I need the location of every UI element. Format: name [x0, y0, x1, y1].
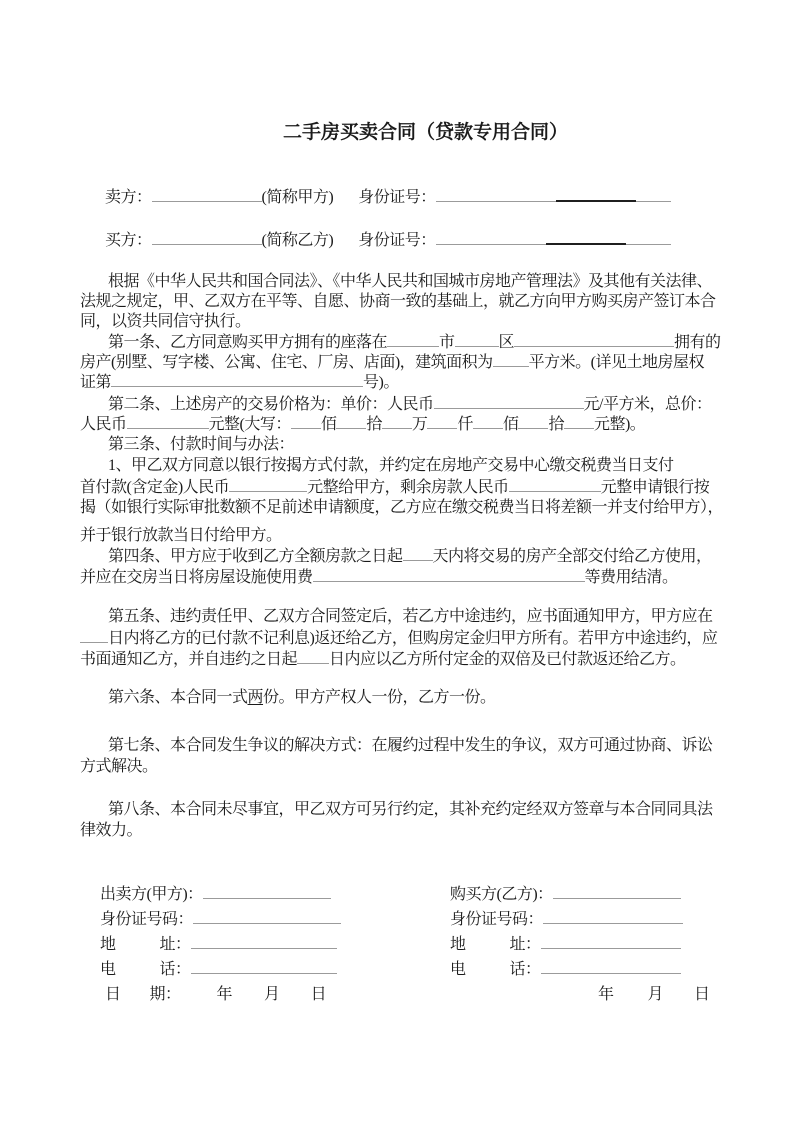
underlined-text: 两: [247, 689, 264, 706]
blank-field: [191, 959, 337, 974]
blank-field: [229, 477, 307, 492]
blank-field-filled: [546, 229, 626, 245]
preamble-line: [80, 312, 251, 332]
spacer: [232, 998, 264, 999]
clause-3-line: [80, 526, 282, 546]
date-row-left: [105, 985, 326, 1005]
blank-field: [291, 414, 321, 429]
blank-field: [514, 332, 674, 347]
text-run: 元/平方米，总价：: [583, 396, 712, 413]
text-run: 平方米。(详见土地房屋权: [528, 354, 705, 371]
text-run: 房产(别墅、写字楼、公寓、住宅、厂房、店面)，建筑面积为: [80, 354, 493, 371]
text-run: 日: [105, 986, 121, 1003]
text-run: 年: [216, 986, 233, 1003]
blank-field: [436, 230, 546, 245]
text-run: 天内将交易的房产全部交付给乙方使用，: [432, 548, 712, 565]
seller-row: [105, 186, 671, 206]
text-run: (简称乙方): [261, 232, 334, 249]
signature-seller-phone: [100, 959, 337, 979]
blank-field: [541, 959, 681, 974]
text-run: 人民币: [80, 416, 127, 433]
blank-field: [297, 649, 329, 664]
signature-seller-id: [100, 909, 341, 929]
clause-1-line: [80, 372, 399, 392]
spacer: [333, 201, 358, 202]
text-run: 身份证号：: [358, 232, 436, 249]
text-run: 等费用结清。: [584, 569, 678, 586]
text-run: 律效力。: [80, 822, 143, 839]
text-run: 1、甲乙双方同意以银行按揭方式付款，并约定在房地产交易中心缴交税费当日支付: [108, 457, 674, 474]
date-row-right: [598, 985, 710, 1005]
text-run: 佰: [502, 416, 519, 433]
text-run: 第四条、甲方应于收到乙方全额房款之日起: [108, 548, 403, 565]
blank-field: [382, 414, 412, 429]
text-run: 并于银行放款当日付给甲方。: [80, 527, 282, 544]
text-run: 第六条、本合同一式: [108, 689, 248, 706]
blank-field: [127, 414, 209, 429]
clause-5-line: [108, 607, 713, 627]
spacer: [663, 998, 694, 999]
text-run: 元整)。: [593, 416, 646, 433]
blank-field: [111, 372, 363, 387]
clause-5-line: [80, 628, 717, 648]
blank-field: [336, 414, 366, 429]
text-run: 出卖方(甲方)：: [100, 886, 203, 903]
blank-field: [403, 546, 433, 561]
text-run: 买方：: [105, 232, 152, 249]
blank-field: [203, 884, 331, 899]
signature-seller-name: [100, 884, 331, 904]
text-run: 身份证号码：: [450, 911, 544, 928]
text-run: 日: [694, 986, 710, 1003]
text-run: 地: [450, 936, 466, 953]
text-run: 份。甲方产权人一份，乙方一份。: [263, 689, 496, 706]
text-run: 拥有的: [674, 334, 721, 351]
text-run: 书面通知乙方，并自违约之日起: [80, 651, 298, 668]
blank-field: [313, 567, 585, 582]
text-run: 拾: [548, 416, 564, 433]
signature-seller-address: [100, 934, 337, 954]
text-run: (简称甲方): [261, 189, 334, 206]
blank-field: [626, 230, 671, 245]
blank-field: [564, 414, 594, 429]
blank-field: [509, 477, 601, 492]
blank-field: [436, 187, 556, 202]
text-run: 万: [411, 416, 428, 433]
text-run: 第二条、上述房产的交易价格为：单价：人民币: [108, 396, 434, 413]
text-run: 期：: [149, 986, 181, 1003]
spacer: [333, 244, 358, 245]
blank-field: [636, 187, 671, 202]
spacer: [116, 948, 160, 949]
blank-field: [387, 332, 439, 347]
text-run: 元整申请银行按: [600, 479, 710, 496]
blank-field: [541, 934, 681, 949]
blank-field: [473, 414, 503, 429]
clause-5-line: [80, 649, 686, 669]
signature-buyer-name: [450, 884, 681, 904]
signature-buyer-phone: [450, 959, 681, 979]
text-run: 元整给甲方，剩余房款人民币: [307, 479, 509, 496]
blank-field: [191, 934, 337, 949]
text-run: 号)。: [363, 374, 399, 391]
text-run: 日: [310, 986, 327, 1003]
text-run: 仟: [457, 416, 473, 433]
text-run: 月: [264, 986, 280, 1003]
text-run: 身份证号：: [358, 189, 436, 206]
spacer: [181, 998, 217, 999]
text-run: 第一条、乙方同意购买甲方拥有的座落在: [108, 334, 388, 351]
text-run: 话：: [159, 961, 191, 978]
blank-field-filled: [556, 186, 636, 202]
text-run: 日内将乙方的已付款不记利息)返还给乙方，但购房定金归甲方所有。若甲方中途违约，应: [108, 630, 718, 647]
clause-1-line: [108, 332, 721, 352]
spacer: [116, 973, 160, 974]
clause-1-line: [80, 352, 704, 372]
blank-field: [427, 414, 457, 429]
clause-2-line: [80, 414, 645, 434]
text-run: 第三条、付款时间与办法：: [108, 436, 295, 453]
spacer: [280, 998, 311, 999]
text-run: 日内应以乙方所付定金的双倍及已付款返还给乙方。: [329, 651, 686, 668]
blank-field: [193, 909, 341, 924]
text-run: 方式解决。: [80, 758, 158, 775]
page-title: 二手房买卖合同（贷款专用合同）: [283, 122, 569, 143]
clause-4-line: [80, 567, 678, 587]
text-run: 年: [598, 986, 614, 1003]
blank-field: [80, 628, 108, 643]
text-run: 并应在交房当日将房屋设施使用费: [80, 569, 313, 586]
clause-3-line: [80, 498, 723, 518]
buyer-row: [105, 229, 671, 249]
preamble-line: [80, 292, 716, 312]
text-run: 月: [647, 986, 664, 1003]
blank-field: [493, 352, 529, 367]
spacer: [121, 998, 150, 999]
text-run: 话：: [509, 961, 541, 978]
text-run: 第八条、本合同未尽事宜，甲乙双方可另行约定，其补充约定经双方签章与本合同同具法: [108, 801, 713, 818]
text-run: 根据《中华人民共和国合同法》、《中华人民共和国城市房地产管理法》及其他有关法律、: [108, 273, 713, 290]
blank-field: [455, 332, 499, 347]
clause-6-line: [108, 688, 496, 708]
text-run: 市: [439, 334, 455, 351]
clause-3-line: [80, 477, 709, 497]
clause-2-line: [108, 394, 711, 414]
clause-3-line: [108, 435, 294, 455]
clause-8-line: [108, 800, 713, 820]
blank-field: [434, 394, 584, 409]
blank-field: [553, 884, 681, 899]
text-run: 揭（如银行实际审批数额不足前述申请额度，乙方应在缴交税费当日将差额一并支付给甲方），: [80, 499, 724, 516]
text-run: 身份证号码：: [100, 911, 194, 928]
text-run: 第五条、违约责任甲、乙双方合同签定后，若乙方中途违约，应书面通知甲方，甲方应在: [108, 608, 713, 625]
text-run: 证第: [80, 374, 112, 391]
spacer: [466, 973, 510, 974]
text-run: 区: [498, 334, 515, 351]
blank-field: [152, 187, 262, 202]
text-run: 首付款(含定金)人民币: [80, 479, 230, 496]
text-run: 元整(大写：: [208, 416, 291, 433]
text-run: 址：: [159, 936, 191, 953]
text-run: 电: [450, 961, 466, 978]
blank-field: [518, 414, 548, 429]
clause-7-line: [108, 736, 713, 756]
text-run: 佰: [320, 416, 337, 433]
blank-field: [152, 230, 262, 245]
blank-field: [543, 909, 683, 924]
clause-7-line: [80, 757, 158, 777]
text-run: 电: [100, 961, 116, 978]
text-run: 地: [100, 936, 116, 953]
clause-4-line: [108, 546, 712, 566]
spacer: [614, 998, 648, 999]
preamble-line: [108, 272, 712, 292]
text-run: 法规之规定，甲、乙双方在平等、自愿、协商一致的基础上，就乙方向甲方购买房产签订本合: [80, 293, 716, 310]
text-run: 拾: [366, 416, 382, 433]
signature-buyer-address: [450, 934, 681, 954]
text-run: 第七条、本合同发生争议的解决方式：在履约过程中发生的争议，双方可通过协商、诉讼: [108, 737, 713, 754]
text-run: 卖方：: [105, 189, 152, 206]
spacer: [466, 948, 510, 949]
text-run: 购买方(乙方)：: [450, 886, 553, 903]
clause-3-line: [108, 456, 674, 476]
text-run: 址：: [509, 936, 541, 953]
signature-buyer-id: [450, 909, 683, 929]
clause-8-line: [80, 821, 142, 841]
text-run: 同，以资共同信守执行。: [80, 313, 251, 330]
